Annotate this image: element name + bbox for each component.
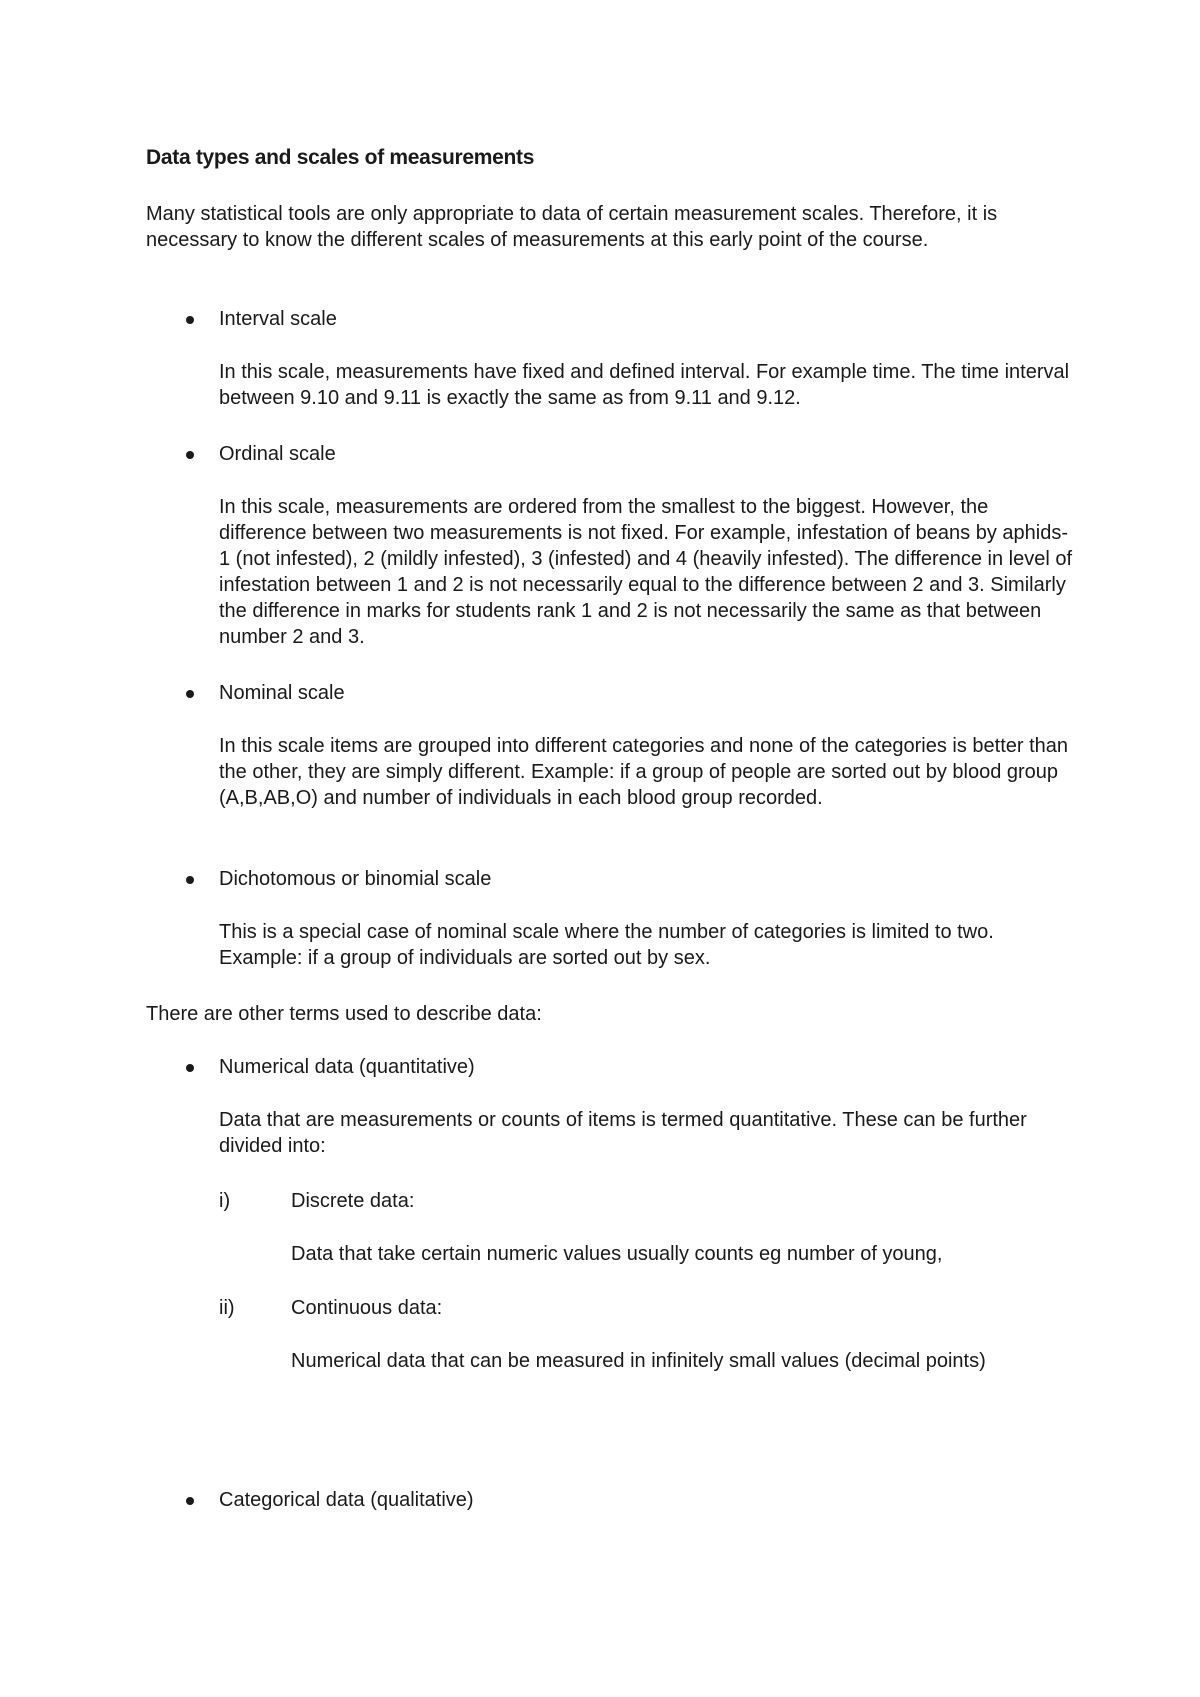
- bullet-icon: [186, 1064, 194, 1072]
- scale-body-interval: In this scale, measurements have fixed and defined interval. For example time. The time interval between 9.10 and 9.11 is exactly the same as from 9.11 and 9.12.: [219, 361, 1070, 409]
- scale-body-nominal: In this scale items are grouped into different categories and none of the categories is better than the other, they are simply different. Example: if a group of people are sorted out by blood group (A,B,AB,O) and number of individuals in each blood group recorded.: [219, 735, 1069, 809]
- scale-heading-ordinal: Ordinal scale: [219, 443, 336, 465]
- bullet-icon: [186, 1497, 194, 1505]
- bullet-icon: [186, 690, 194, 698]
- document-title: Data types and scales of measurements: [146, 146, 535, 169]
- continuous-data-heading: Continuous data:: [291, 1297, 443, 1319]
- subitem-marker: ii): [219, 1297, 235, 1319]
- scale-body-ordinal: In this scale, measurements are ordered from the smallest to the biggest. However, the difference between two measurements is not fixed. For example, infestation of beans by aphids- 1 (not infested), 2 (mildly infested), 3 (infested) and 4 (heavily infested). The difference in level of infestation between 1 and 2 is not necessarily equal to the difference between 2 and 3. Similarly the difference in marks for students rank 1 and 2 is not necessarily the same as that between number 2 and 3.: [219, 496, 1073, 648]
- scale-heading-dichotomous: Dichotomous or binomial scale: [219, 868, 492, 890]
- numerical-heading: Numerical data (quantitative): [219, 1056, 475, 1078]
- discrete-data-body: Data that take certain numeric values usually counts eg number of young,: [291, 1243, 943, 1265]
- bullet-icon: [186, 876, 194, 884]
- other-terms-intro: There are other terms used to describe data:: [146, 1003, 542, 1025]
- categorical-heading: Categorical data (qualitative): [219, 1489, 474, 1511]
- intro-paragraph: Many statistical tools are only appropriate to data of certain measurement scales. Therefore, it is necessary to know the different scales of measurements at this early point of the course.: [146, 203, 998, 251]
- scale-body-dichotomous: This is a special case of nominal scale where the number of categories is limited to two. Example: if a group of individuals are sorted out by sex.: [219, 921, 994, 969]
- bullet-icon: [186, 451, 194, 459]
- subitem-marker: i): [219, 1190, 231, 1212]
- numerical-body: Data that are measurements or counts of items is termed quantitative. These can be further divided into:: [219, 1109, 1027, 1157]
- scale-heading-interval: Interval scale: [219, 308, 337, 330]
- scale-heading-nominal: Nominal scale: [219, 682, 345, 704]
- discrete-data-heading: Discrete data:: [291, 1190, 415, 1212]
- continuous-data-body: Numerical data that can be measured in infinitely small values (decimal points): [291, 1350, 986, 1372]
- bullet-icon: [186, 316, 194, 324]
